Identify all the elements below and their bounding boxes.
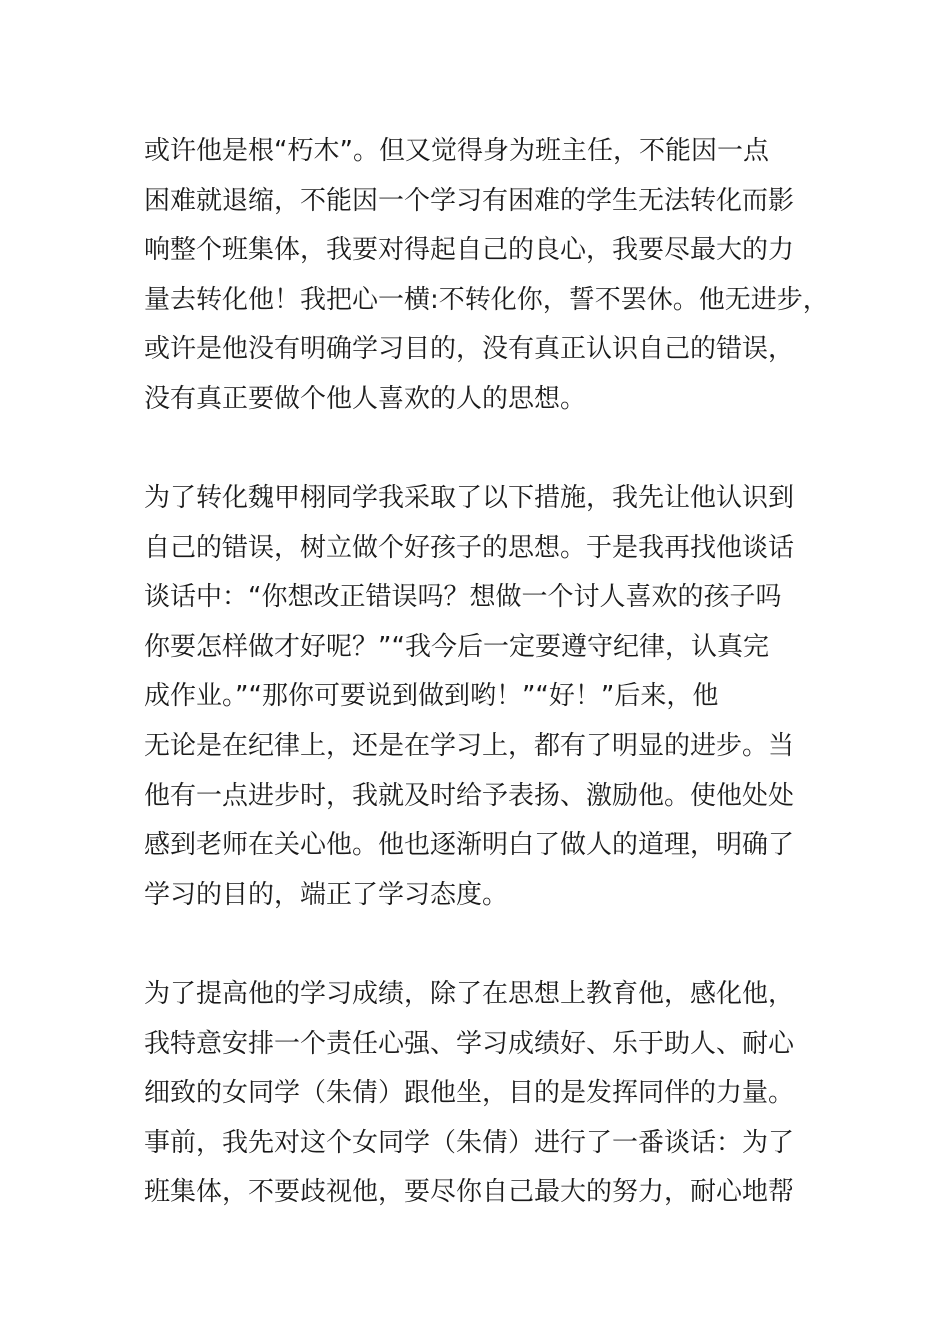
text-line: 感到老师在关心他。他也逐渐明白了做人的道理，明确了 <box>144 830 795 861</box>
text-line: 我特意安排一个责任心强、学习成绩好、乐于助人、耐心 <box>144 1028 795 1059</box>
text-line: 学习的目的，端正了学习态度。 <box>144 879 509 910</box>
paragraph-3 <box>144 970 844 1218</box>
text-line: 为了转化魏甲栩同学我采取了以下措施，我先让他认识到 <box>144 483 795 513</box>
text-line: 或许是他没有明确学习目的，没有真正认识自己的错误， <box>144 334 795 365</box>
text-line: 没有真正要做个他人喜欢的人的思想。 <box>144 383 587 414</box>
text-line: 成作业。”“那你可要说到做到哟！”“好！”后来，他 <box>144 681 719 712</box>
text-line: 他有一点进步时，我就及时给予表扬、激励他。使他处处 <box>144 780 795 811</box>
text-line: 自己的错误，树立做个好孩子的思想。于是我再找他谈话 <box>144 532 795 563</box>
text-line: 或许他是根“朽木”。但又觉得身为班主任，不能因一点 <box>144 136 769 166</box>
text-line: 你要怎样做才好呢？”“我今后一定要遵守纪律，认真完 <box>144 631 769 662</box>
text-line: 谈话中：“你想改正错误吗？想做一个讨人喜欢的孩子吗 <box>144 582 782 613</box>
paragraph-2 <box>144 474 844 920</box>
text-line: 班集体，不要歧视他，要尽你自己最大的努力，耐心地帮 <box>144 1177 795 1208</box>
paragraph-1 <box>144 127 844 425</box>
text-line: 量去转化他！我把心一横:不转化你，誓不罢休。他无进步， <box>144 284 829 315</box>
text-line: 为了提高他的学习成绩，除了在思想上教育他，感化他， <box>144 979 795 1009</box>
text-line: 事前，我先对这个女同学（朱倩）进行了一番谈话：为了 <box>144 1127 795 1158</box>
text-line: 困难就退缩，不能因一个学习有困难的学生无法转化而影 <box>144 185 795 216</box>
text-line: 无论是在纪律上，还是在学习上，都有了明显的进步。当 <box>144 730 795 761</box>
text-line: 细致的女同学（朱倩）跟他坐，目的是发挥同伴的力量。 <box>144 1078 795 1109</box>
text-line: 响整个班集体，我要对得起自己的良心，我要尽最大的力 <box>144 235 795 266</box>
